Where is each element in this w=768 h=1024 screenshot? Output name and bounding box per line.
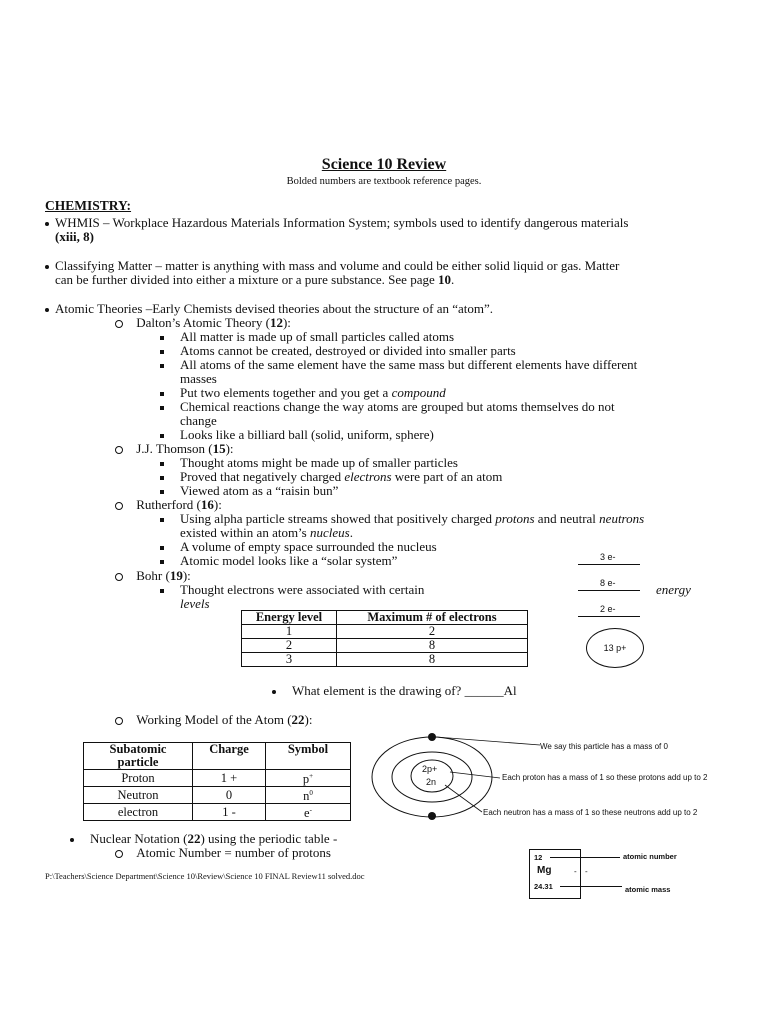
classifying-line2-text: can be further divided into either a mixture or a pure substance. See page xyxy=(55,272,438,287)
element-number: 12 xyxy=(534,853,543,862)
rutherford-protons: protons xyxy=(495,511,535,526)
table-row xyxy=(84,770,351,787)
footer-file-path: P:\Teachers\Science Department\Science 10\Review\Science 10 FINAL Review11 solved.doc xyxy=(45,871,365,881)
table-cell: 0 xyxy=(193,787,266,804)
table-header: Symbol xyxy=(266,743,351,770)
thomson-point-3-text: Viewed atom as a “raisin bun” xyxy=(180,483,339,498)
neutron-mass-note: Each neutron has a mass of 1 so these neutrons add up to 2 xyxy=(483,808,698,817)
classifying-line2-end: . xyxy=(451,272,455,287)
working-model-item xyxy=(115,712,313,728)
thomson-point-2-text: Proved that negatively charged xyxy=(180,469,345,484)
square-bullet-icon xyxy=(160,336,164,340)
nuclear-label: Nuclear Notation ( xyxy=(90,831,188,846)
nuclear-close: ) using the periodic table - xyxy=(200,831,338,846)
dalton-close: ): xyxy=(282,315,291,330)
electron-bottom xyxy=(428,812,436,820)
table-row xyxy=(84,787,351,804)
square-bullet-icon xyxy=(160,364,164,368)
table-row xyxy=(242,653,528,667)
bohr-energy-word: energy xyxy=(656,582,691,597)
thomson-electrons: electrons xyxy=(344,469,392,484)
rutherford-label: Rutherford ( xyxy=(136,497,201,512)
table-cell: 1 xyxy=(242,625,337,639)
table-row xyxy=(84,804,351,821)
table-cell: electron xyxy=(84,804,193,821)
bullet-dot-icon xyxy=(45,265,49,269)
rutherford-point-3-text: Atomic model looks like a “solar system” xyxy=(180,553,398,568)
bohr-question-text: What element is the drawing of? xyxy=(292,683,465,698)
rutherford-cont-end: . xyxy=(349,525,353,540)
bullet-dot-icon xyxy=(70,838,74,842)
whmis-bullet xyxy=(45,215,628,231)
atomic-number-pointer xyxy=(550,857,620,858)
element-symbol: Mg xyxy=(537,865,552,876)
table-cell: 1 - xyxy=(193,804,266,821)
page-title: Science 10 Review xyxy=(321,156,447,173)
subatomic-table xyxy=(83,742,351,821)
circle-bullet-icon xyxy=(115,446,123,454)
rutherford-nucleus: nucleus xyxy=(309,525,350,540)
nucleus-neutrons-label: 2n xyxy=(426,777,437,787)
dalton-point-3 xyxy=(160,357,637,373)
dalton-point-1-text: All matter is made up of small particles called atoms xyxy=(180,329,455,344)
classifying-line2 xyxy=(55,272,454,288)
classifying-line1: Classifying Matter – matter is anything with mass and volume and could be either solid liquid or gas. Matter xyxy=(55,258,620,273)
table-header: Subatomic particle xyxy=(84,743,193,770)
element-mass: 24.31 xyxy=(534,882,553,891)
dalton-point-5-text: Chemical reactions change the way atoms are grouped but atoms themselves do not xyxy=(180,399,615,414)
rutherford-neutrons: neutrons xyxy=(599,511,645,526)
working-model-close: ): xyxy=(304,712,313,727)
square-bullet-icon xyxy=(160,589,164,593)
symbol-sup: + xyxy=(309,772,314,780)
dalton-point-3-cont: masses xyxy=(180,371,217,386)
nucleus-protons-label: 2p+ xyxy=(422,764,438,774)
thomson-point-1-text: Thought atoms might be made up of smaller particles xyxy=(180,455,458,470)
circle-bullet-icon xyxy=(115,850,123,858)
bohr-shell-1-label: 2 e- xyxy=(600,604,616,614)
table-cell xyxy=(266,770,351,787)
table-header: Maximum # of electrons xyxy=(337,611,528,625)
table-cell: 3 xyxy=(242,653,337,667)
table-header: Charge xyxy=(193,743,266,770)
square-bullet-icon xyxy=(160,546,164,550)
page-subtitle: Bolded numbers are textbook reference pages. xyxy=(286,176,482,187)
atomic-number-item xyxy=(115,845,331,861)
rutherford-close: ): xyxy=(213,497,222,512)
square-bullet-icon xyxy=(160,406,164,410)
table-cell: 8 xyxy=(337,653,528,667)
dalton-compound: compound xyxy=(391,385,446,400)
dalton-point-3-text: All atoms of the same element have the same mass but different elements have different xyxy=(180,357,638,372)
dalton-ref: 12 xyxy=(269,315,283,330)
table-cell: 2 xyxy=(242,639,337,653)
element-dash-1: - xyxy=(574,867,577,876)
table-header: Energy level xyxy=(242,611,337,625)
table-cell: 8 xyxy=(337,639,528,653)
square-bullet-icon xyxy=(160,518,164,522)
pointer-electron xyxy=(436,737,540,745)
bohr-answer-blank: ______ xyxy=(464,683,504,698)
bohr-point-1-text: Thought electrons were associated with certain xyxy=(180,582,425,597)
bohr-levels-word: levels xyxy=(180,596,210,611)
circle-bullet-icon xyxy=(115,717,123,725)
square-bullet-icon xyxy=(160,462,164,466)
symbol-base: e xyxy=(304,806,310,821)
symbol-sup: - xyxy=(309,806,312,815)
rutherford-point-3 xyxy=(160,553,397,569)
bullet-dot-icon xyxy=(272,690,276,694)
section-heading-chemistry: CHEMISTRY: xyxy=(45,198,132,213)
square-bullet-icon xyxy=(160,392,164,396)
dalton-point-5 xyxy=(160,399,615,415)
thomson-close: ): xyxy=(225,441,234,456)
symbol-base: n xyxy=(303,789,310,804)
element-dash-2: - xyxy=(585,867,588,876)
bohr-shell-3-label: 3 e- xyxy=(600,552,616,562)
square-bullet-icon xyxy=(160,350,164,354)
thomson-label: J.J. Thomson ( xyxy=(136,441,213,456)
square-bullet-icon xyxy=(160,560,164,564)
bohr-answer: Al xyxy=(503,683,517,698)
dalton-point-2-text: Atoms cannot be created, destroyed or divided into smaller parts xyxy=(180,343,516,358)
bohr-question xyxy=(272,683,517,699)
rutherford-ref: 16 xyxy=(200,497,214,512)
thomson-point-2-end: were part of an atom xyxy=(391,469,503,484)
bohr-shell-2-label: 8 e- xyxy=(600,578,616,588)
rutherford-point-2-text: A volume of empty space surrounded the nucleus xyxy=(180,539,437,554)
pointer-neutron xyxy=(445,785,482,812)
circle-bullet-icon xyxy=(115,320,123,328)
table-row xyxy=(242,625,528,639)
table-cell xyxy=(266,804,351,821)
bohr-ref: 19 xyxy=(169,568,183,583)
bohr-shell-3-line xyxy=(578,564,640,565)
atomic-mass-label: atomic mass xyxy=(625,885,671,894)
working-model-label: Working Model of the Atom ( xyxy=(136,712,292,727)
working-model-ref: 22 xyxy=(291,712,305,727)
bullet-dot-icon xyxy=(45,222,49,226)
table-cell: Proton xyxy=(84,770,193,787)
rutherford-and: and neutral xyxy=(534,511,600,526)
whmis-ref: (xiii, 8) xyxy=(55,229,94,244)
dalton-point-5-cont: change xyxy=(180,413,217,428)
classifying-page-ref: 10 xyxy=(438,272,451,287)
square-bullet-icon xyxy=(160,476,164,480)
atomic-theories-text: Atomic Theories –Early Chemists devised theories about the structure of an “atom”. xyxy=(55,301,494,316)
table-cell: 1 + xyxy=(193,770,266,787)
thomson-ref: 15 xyxy=(212,441,226,456)
nuclear-ref: 22 xyxy=(187,831,201,846)
rutherford-cont-text: existed within an atom’s xyxy=(180,525,310,540)
dalton-point-6-text: Looks like a billiard ball (solid, uniform, sphere) xyxy=(180,427,434,442)
table-cell: Neutron xyxy=(84,787,193,804)
symbol-base: p xyxy=(302,772,310,787)
bullet-dot-icon xyxy=(45,308,49,312)
electron-mass-note: We say this particle has a mass of 0 xyxy=(540,742,668,751)
proton-mass-note: Each proton has a mass of 1 so these protons add up to 2 xyxy=(502,773,708,782)
pointer-proton xyxy=(450,772,500,778)
energy-level-table xyxy=(241,610,528,667)
dalton-label: Dalton’s Atomic Theory ( xyxy=(136,315,270,330)
square-bullet-icon xyxy=(160,434,164,438)
atomic-number-label: atomic number xyxy=(623,852,677,861)
dalton-point-4-text: Put two elements together and you get a xyxy=(180,385,392,400)
atomic-mass-pointer xyxy=(560,886,622,887)
bohr-close: ): xyxy=(182,568,191,583)
rutherford-point-1-text: Using alpha particle streams showed that positively charged xyxy=(180,511,496,526)
bohr-shell-1-line xyxy=(578,616,640,617)
bohr-label: Bohr ( xyxy=(136,568,170,583)
bohr-shell-2-line xyxy=(578,590,640,591)
square-bullet-icon xyxy=(160,490,164,494)
circle-bullet-icon xyxy=(115,573,123,581)
electron-top xyxy=(428,733,436,741)
symbol-sup: 0 xyxy=(309,789,313,798)
atomic-number-text: Atomic Number = number of protons xyxy=(136,845,331,860)
circle-bullet-icon xyxy=(115,502,123,510)
table-cell xyxy=(266,787,351,804)
table-cell: 2 xyxy=(337,625,528,639)
table-row xyxy=(242,639,528,653)
whmis-text: WHMIS – Workplace Hazardous Materials Information System; symbols used to identify dangerous materials xyxy=(55,215,629,230)
bohr-nucleus-label: 13 p+ xyxy=(603,643,627,653)
